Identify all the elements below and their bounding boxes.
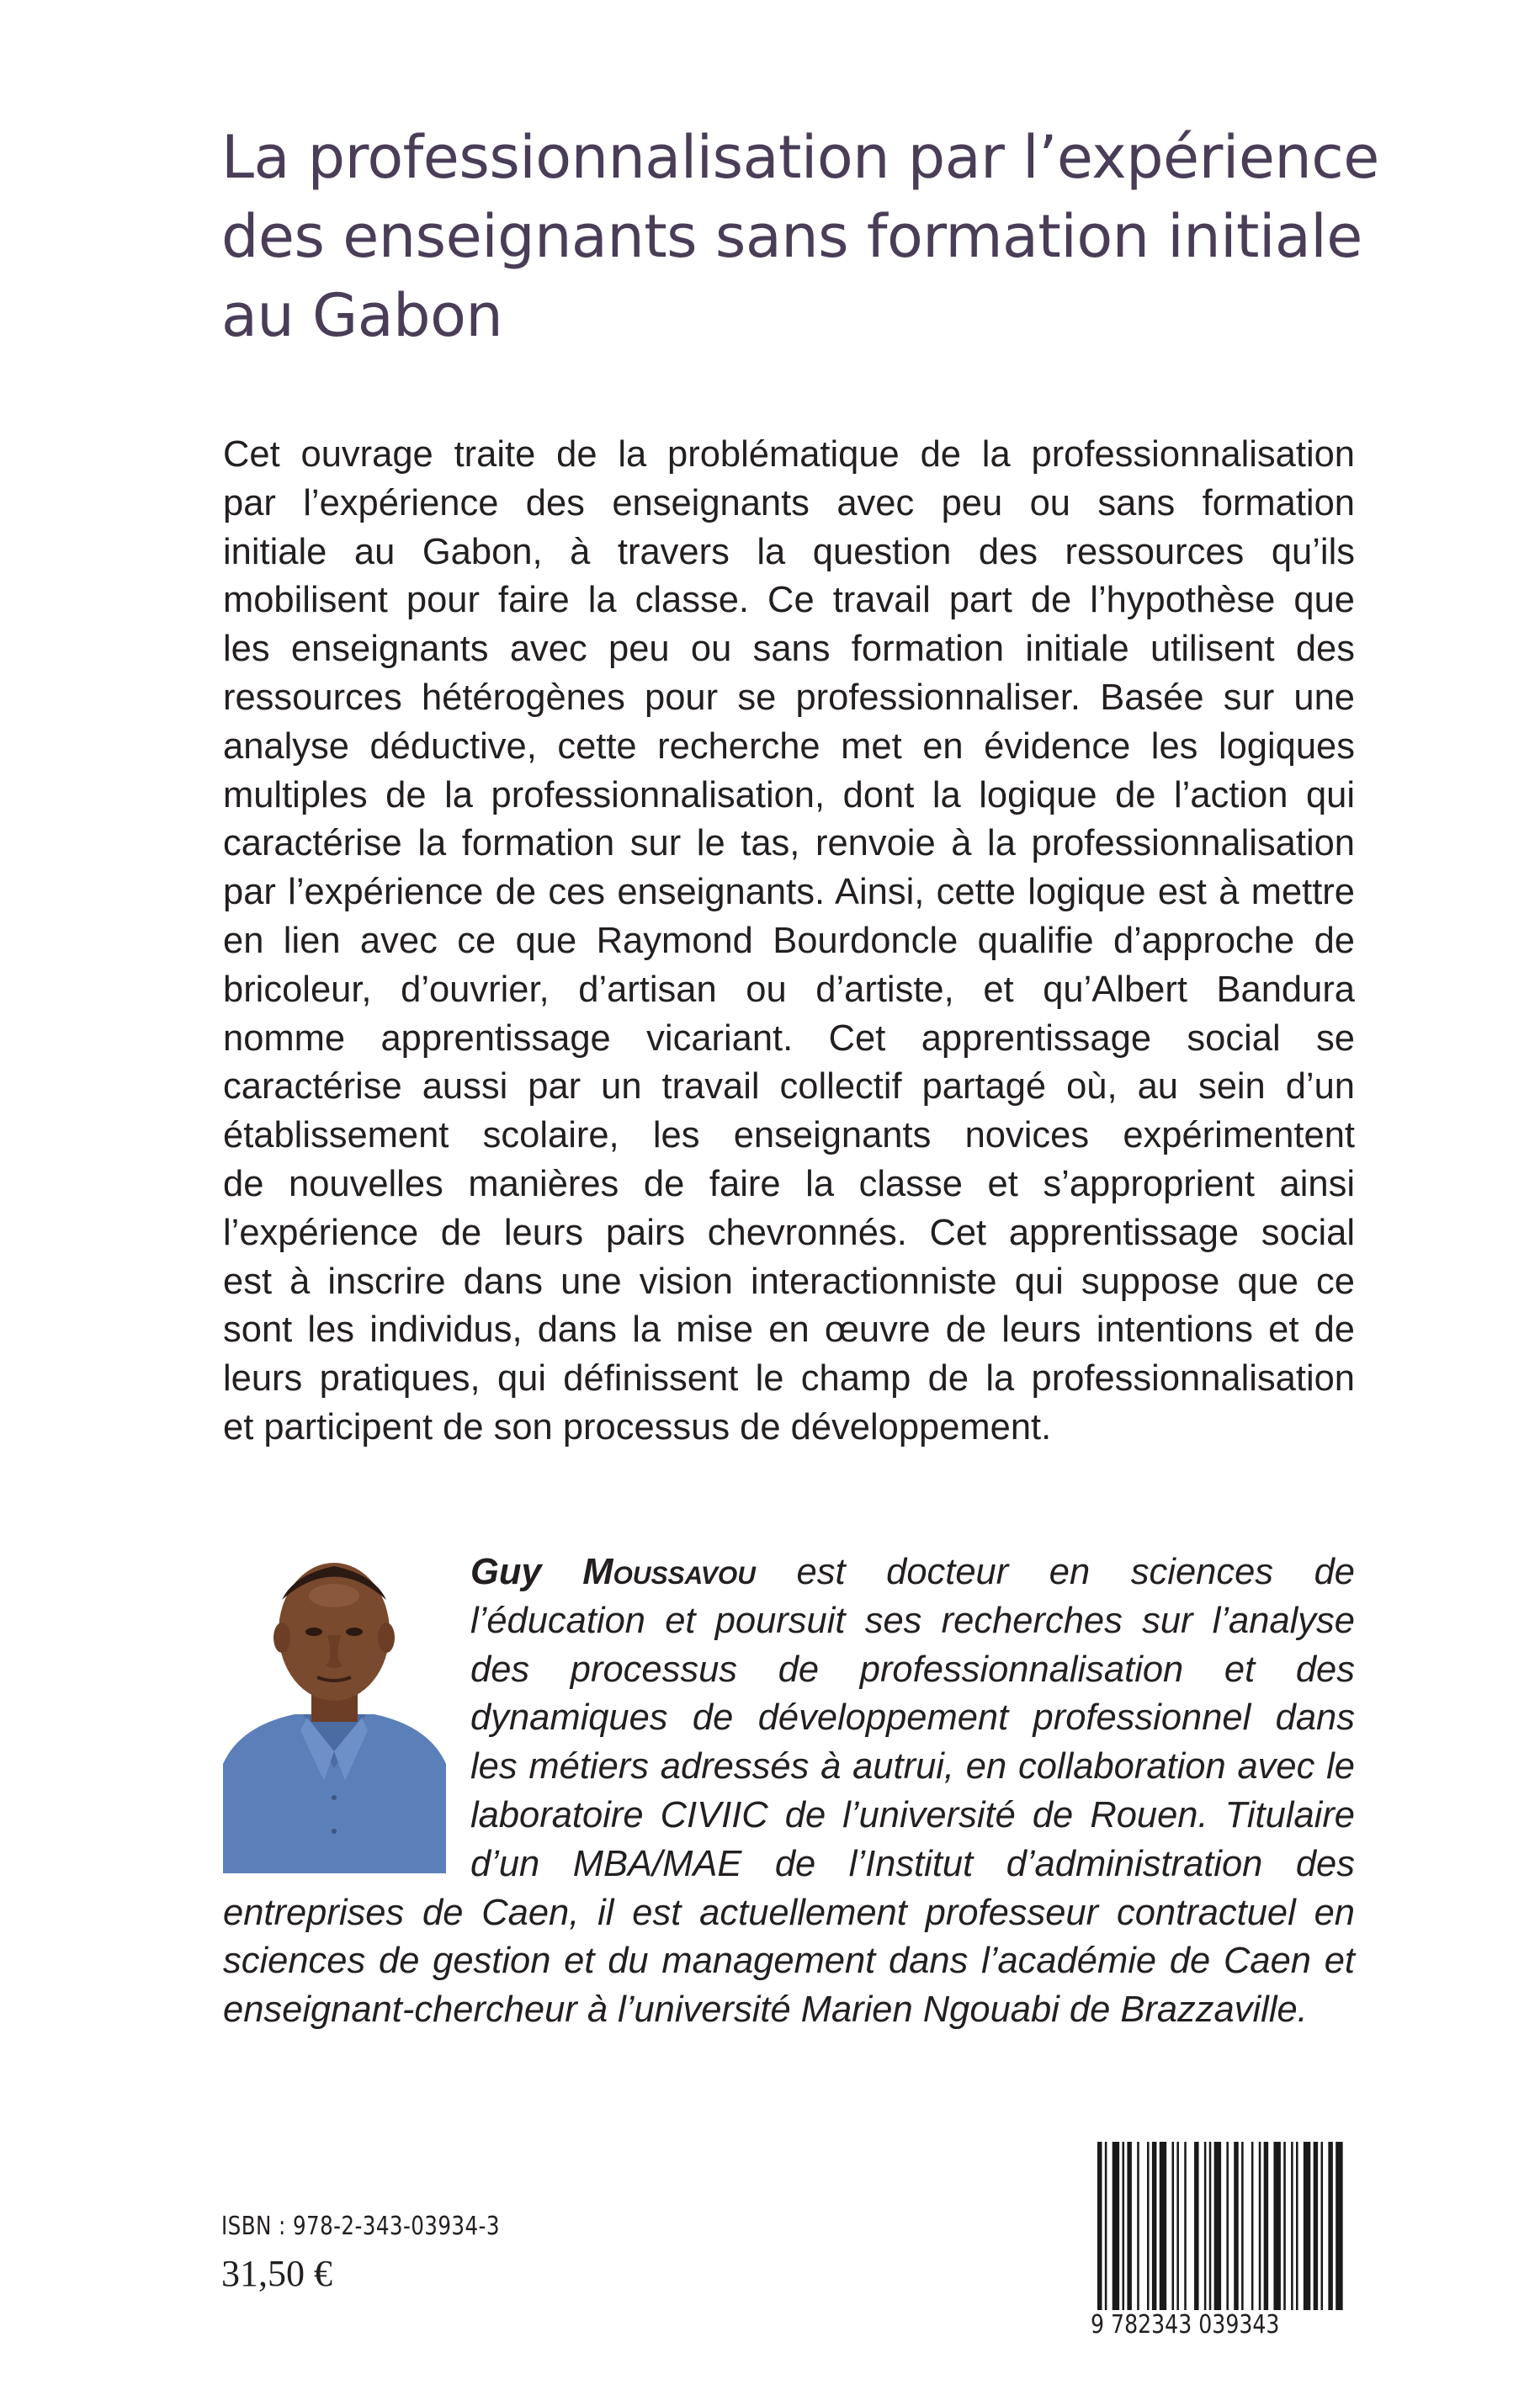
title-line: au Gabon <box>221 281 503 350</box>
author-name <box>470 1552 756 1592</box>
summary-line: caractérise la formation sur le tas, renvoie à la professionnalisation <box>223 823 1355 864</box>
bio-line: dynamiques de développement professionnel dans <box>470 1697 1355 1739</box>
summary-line: les enseignants avec peu ou sans formation initiale utilisent des <box>223 629 1355 670</box>
bio-line <box>470 1548 1355 1597</box>
book-title <box>221 118 1399 355</box>
barcode-bar <box>1291 2142 1293 2310</box>
barcode-bar <box>1328 2142 1333 2310</box>
bio-line: laboratoire CIVIIC de l’université de Rouen. Titulaire <box>470 1794 1355 1835</box>
barcode-bar <box>1137 2142 1139 2310</box>
summary-line: bricoleur, d’ouvrier, d’artisan ou d’artiste, et qu’Albert Bandura <box>223 969 1355 1010</box>
barcode-bar <box>1105 2142 1107 2310</box>
summary-line: et participent de son processus de développement. <box>223 1406 1052 1447</box>
barcode-bar <box>1184 2142 1187 2310</box>
barcode-bar <box>1160 2142 1166 2310</box>
barcode-bar <box>1147 2142 1150 2310</box>
author-last-name: Moussavou <box>582 1552 756 1592</box>
summary-line: ressources hétérogènes pour se professionnaliser. Basée sur une <box>223 677 1355 718</box>
barcode-bar <box>1113 2142 1119 2310</box>
title-line: des enseignants sans formation initiale <box>221 202 1362 271</box>
summary-line: en lien avec ce que Raymond Bourdoncle qualifie d’approche de <box>223 920 1355 961</box>
bio-line: d’un MBA/MAE de l’Institut d’administration des <box>470 1843 1355 1884</box>
bio-first-text: est docteur en sciences de <box>755 1552 1355 1592</box>
barcode-bar <box>1176 2142 1179 2310</box>
summary-line: sont les individus, dans la mise en œuvre de leurs intentions et de <box>223 1309 1355 1351</box>
barcode-bar <box>1283 2142 1286 2310</box>
barcode-bar <box>1336 2142 1342 2310</box>
barcode-digits: 9 782343 039343 <box>1091 2310 1305 2344</box>
barcode-bar <box>1214 2142 1221 2310</box>
barcode-bar <box>1127 2142 1132 2310</box>
barcode-bar <box>1296 2142 1298 2310</box>
barcode-bar <box>1097 2142 1102 2310</box>
summary-line: Cet ouvrage traite de la problématique de la professionnalisation <box>223 434 1355 475</box>
bio-line: entreprises de Caen, il est actuellement professeur contractuel en <box>223 1892 1355 1933</box>
price-text: 31,50 € <box>221 2253 332 2294</box>
barcode-bar <box>1259 2142 1261 2310</box>
isbn-text: ISBN : 978-2-343-03934-3 <box>221 2212 500 2241</box>
barcode-bar <box>1204 2142 1207 2310</box>
barcode-bar <box>1314 2142 1319 2310</box>
summary-line: analyse déductive, cette recherche met en évidence les logiques <box>223 725 1355 767</box>
title-line: La professionnalisation par l’expérience <box>221 123 1379 192</box>
barcode-bar <box>1172 2142 1175 2310</box>
bio-line: l’éducation et poursuit ses recherches sur l’analyse <box>470 1600 1355 1641</box>
book-summary <box>223 431 1355 1453</box>
barcode-bar <box>1226 2142 1229 2310</box>
summary-line: par l’expérience de ces enseignants. Ainsi, cette logique est à mettre <box>223 872 1355 913</box>
summary-line: est à inscrire dans une vision interactionniste qui suppose que ce <box>223 1261 1355 1302</box>
summary-line: leurs pratiques, qui définissent le champ de la professionnalisation <box>223 1358 1355 1400</box>
bio-line: sciences de gestion et du management dans l’académie de Caen et <box>223 1941 1355 1982</box>
barcode-bar <box>1194 2142 1199 2310</box>
summary-line: l’expérience de leurs pairs chevronnés. Cet apprentissage social <box>223 1212 1355 1253</box>
summary-line: initiale au Gabon, à travers la question des ressources qu’ils <box>223 531 1355 572</box>
barcode-bar <box>1251 2142 1254 2310</box>
bio-line: enseignant-chercheur à l’université Marien Ngouabi de Brazzaville. <box>223 1989 1308 2031</box>
barcode-bar <box>1273 2142 1280 2310</box>
summary-line: mobilisent pour faire la classe. Ce travail part de l’hypothèse que <box>223 580 1355 621</box>
barcode-bar <box>1123 2142 1125 2310</box>
summary-line: caractérise aussi par un travail collectif partagé où, au sein d’un <box>223 1066 1355 1108</box>
barcode-bar <box>1152 2142 1157 2310</box>
summary-line: multiples de la professionnalisation, dont la logique de l’action qui <box>223 774 1355 815</box>
barcode-bar <box>1234 2142 1239 2310</box>
barcode-bar <box>1321 2142 1324 2310</box>
bio-line: des processus de professionnalisation et des <box>470 1649 1355 1690</box>
summary-line: nomme apprentissage vicariant. Cet apprentissage social se <box>223 1017 1355 1059</box>
barcode-bar <box>1209 2142 1212 2310</box>
author-bio <box>223 1548 1355 2035</box>
author-first-name: Guy <box>470 1552 542 1592</box>
barcode-bar <box>1241 2142 1244 2310</box>
summary-line: par l’expérience des enseignants avec peu ou sans formation <box>223 482 1355 523</box>
barcode-bar <box>1264 2142 1269 2310</box>
summary-line: de nouvelles manières de faire la classe et s’approprient ainsi <box>223 1163 1355 1204</box>
summary-line: établissement scolaire, les enseignants novices expérimentent <box>223 1115 1355 1156</box>
barcode-bar <box>1304 2142 1310 2310</box>
bio-line: les métiers adressés à autrui, en collaboration avec le <box>470 1746 1355 1787</box>
